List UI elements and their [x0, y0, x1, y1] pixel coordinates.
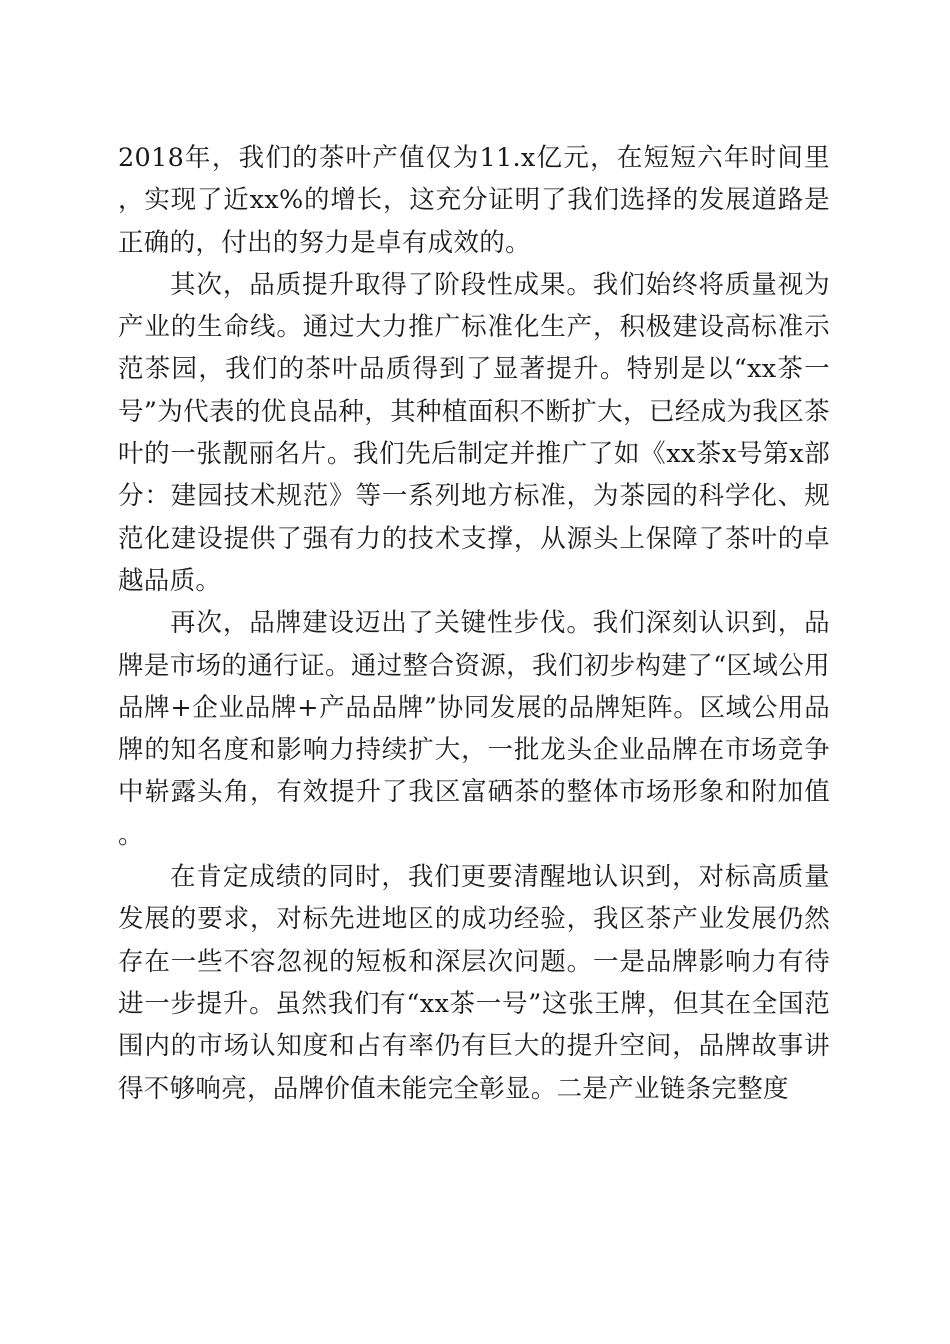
paragraph-problems: 在肯定成绩的同时，我们更要清醒地认识到，对标高质量发展的要求，对标先进地区的成功经验，我区茶产业发展仍然存在一些不容忽视的短板和深层次问题。一是品牌影响力有待进一步提升。虽然我们有“xx茶一号”这张王牌，但其在全国范围内的市场认知度和占有率仍有巨大的提升空间，品牌故事讲得不够响亮，品牌价值未能完全彰显。二是产业链条完整度: [118, 862, 830, 1104]
paragraph-quality-improvement: 其次，品质提升取得了阶段性成果。我们始终将质量视为产业的生命线。通过大力推广标准化生产，积极建设高标准示范茶园，我们的茶叶品质得到了显著提升。特别是以“xx茶一号”为代表的优良品种，其种植面积不断扩大，已经成为我区茶叶的一张靓丽名片。我们先后制定并推广了如《xx茶x号第x部分：建园技术规范》等一系列地方标准，为茶园的科学化、规范化建设提供了强有力的技术支撑，从源头上保障了茶叶的卓越品质。: [118, 269, 830, 596]
document-page: [118, 137, 830, 1110]
paragraph-brand-building: 再次，品牌建设迈出了关键性步伐。我们深刻认识到，品牌是市场的通行证。通过整合资源，我们初步构建了“区域公用品牌+企业品牌+产品品牌”协同发展的品牌矩阵。区域公用品牌的知名度和影响力持续扩大，一批龙头企业品牌在市场竞争中崭露头角，有效提升了我区富硒茶的整体市场形象和附加值。: [118, 608, 830, 850]
paragraph-output-growth: 2018年，我们的茶叶产值仅为11.x亿元，在短短六年时间里，实现了近xx%的增长，这充分证明了我们选择的发展道路是正确的，付出的努力是卓有成效的。: [118, 143, 830, 258]
